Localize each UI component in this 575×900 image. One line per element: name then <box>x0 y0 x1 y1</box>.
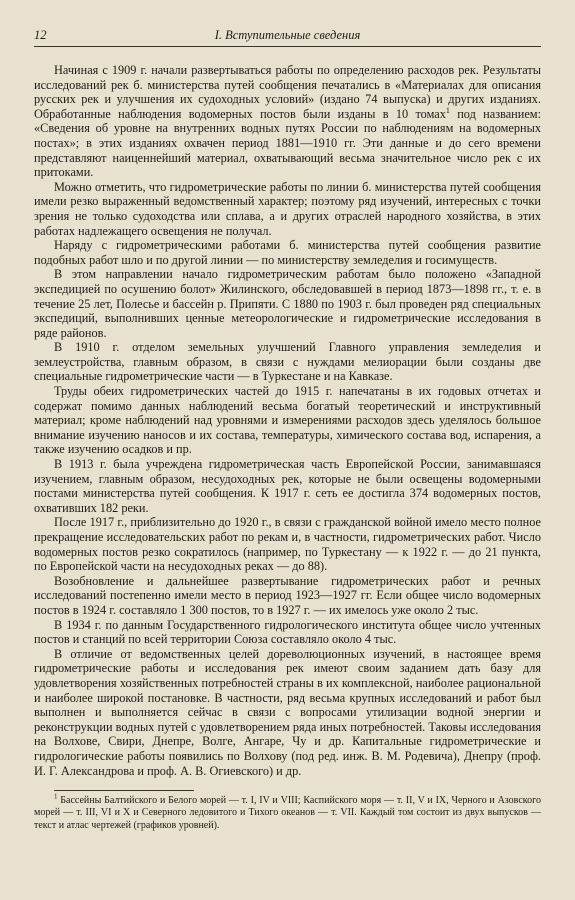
paragraph-1-continuation: под названием: «Сведения об уровне на внутренних водных путях России по наблюдениям на водомерных постах»; в этих изданиях охвачен период 1881—1910 гг. Эти данные и до сего времени представляют наиценнейший материал, охватывающий весьма значительное число рек с их притоками. <box>34 106 541 180</box>
paragraph-2: Можно отметить, что гидрометрические работы по линии б. министерства путей сообщения имели резко выраженный ведомственный характер; поэтому ряд изучений, интересных с точки зрения не только судоходства или сплава, а и других отраслей народного хозяйства, в этих работах надлежащего освещения не получал. <box>34 179 541 238</box>
paragraph-11: В отличие от ведомственных целей дореволюционных изучений, в настоящее время гидрометрические работы и исследования рек имеют своим заданием дать базу для удовлетворения хозяйственных потребностей страны в их комплексной, наиболее рациональной и наиболее широкой постановке. В частности, ряд весьма крупных исследований и работ был выполнен и выполняется сейчас в связи с вопросами утилизации водной энергии и реконструкции водных путей с удовлетворением ряда иных потребностей. Таковы исследования на Волхове, Свири, Днепре, Волге, Ангаре, Чу и др. Капитальные гидрометрические и гидрологические работы появились по Волхову (под ред. инж. В. М. Родевича), Днепру (проф. И. Г. Александрова и проф. А. В. Огиевского) и др. <box>34 646 541 778</box>
footnote-mark: 1 <box>54 792 58 801</box>
paragraph-9: Возобновление и дальнейшее развертывание гидрометрических работ и речных исследований постепенно имели место в период 1923—1927 гг. Если общее число водомерных постов в 1924 г. составляло 1 300 постов, то в 1927 г. — их имелось уже около 2 тыс. <box>34 573 541 617</box>
paragraph-6: Труды обеих гидрометрических частей до 1915 г. напечатаны в их годовых отчетах и содержат помимо данных наблюдений весьма богатый теоретический и инструктивный материал; кроме наблюдений над уровнями и измерениями расходов здесь уделялось большое внимание изучению наносов и их состава, температуры, химического состава вод, испарения, а также изучению осадков и пр. <box>34 384 541 457</box>
page-header <box>34 28 541 47</box>
paragraph-3: Наряду с гидрометрическими работами б. министерства путей сообщения развитие подобных работ шло и по другой линии — по министерству земледелия и госимуществ. <box>34 238 541 267</box>
paragraph-8: После 1917 г., приблизительно до 1920 г., в связи с гражданской войной имело место полное прекращение исследовательских работ по рекам и, в частности, гидрометрических работ. Число водомерных постов резко сократилось (например, по Туркестану — к 1922 г. — до 21 пункта, по Европейской части на несудоходных реках — до 88). <box>34 515 541 574</box>
footnote-rule <box>54 790 194 791</box>
footnote-reference: 1 <box>445 105 450 115</box>
paragraph-5: В 1910 г. отделом земельных улучшений Главного управления земледелия и землеустройства, главным образом, в связи с нуждами мелиорации были созданы две специальные гидрометрические части — в Туркестане и на Кавказе. <box>34 340 541 384</box>
paragraph-4: В этом направлении начало гидрометрическим работам было положено «Западной экспедицией по осушению болот» Жилинского, обследовавшей в период 1873—1898 гг., т. е. в течение 25 лет, Полесье и бассейн р. Припяти. С 1880 по 1903 г. был проведен ряд специальных экспедиций, выполнивших ценные метеорологические и гидрометрические исследования в ряде районов. <box>34 267 541 340</box>
paragraph-10: В 1934 г. по данным Государственного гидрологического института общее число учтенных постов и станций по всей территории Союза составляло около 4 тыс. <box>34 617 541 647</box>
page-number: 12 <box>34 28 47 42</box>
footnotes <box>34 786 541 832</box>
running-head: I. Вступительные сведения <box>214 28 361 42</box>
paragraph-1-text: Начиная с 1909 г. начали развертываться работы по определению расходов рек. Результаты исследований рек б. министерства путей сообщения печатались в «Материалах для описания русских рек и улучшения их судоходных условий» (издано 74 выпуска) и других изданиях. Обработанные наблюдения водомерных постов были изданы в 10 томах <box>34 63 541 121</box>
footnote-1 <box>34 792 541 832</box>
footnote-text: Бассейны Балтийского и Белого морей — т. I, IV и VIII; Каспийского моря — т. II, V и IX, Черного и Азовского морей — т. III, VI и X и Северного ледовитого и Тихого океанов — т. VII. Каждый том состоит из двух выпусков — текст и атлас чертежей (графиков уровней). <box>34 795 541 831</box>
paragraph-1 <box>34 63 541 180</box>
body-text <box>34 63 541 778</box>
paragraph-7: В 1913 г. была учреждена гидрометрическая часть Европейской России, занимавшаяся изучением, главным образом, несудоходных рек, которые не были освещены водомерными постами министерства путей сообщения. К 1917 г. сеть ее достигла 374 водомерных постов, охвативших 182 реки. <box>34 457 541 515</box>
